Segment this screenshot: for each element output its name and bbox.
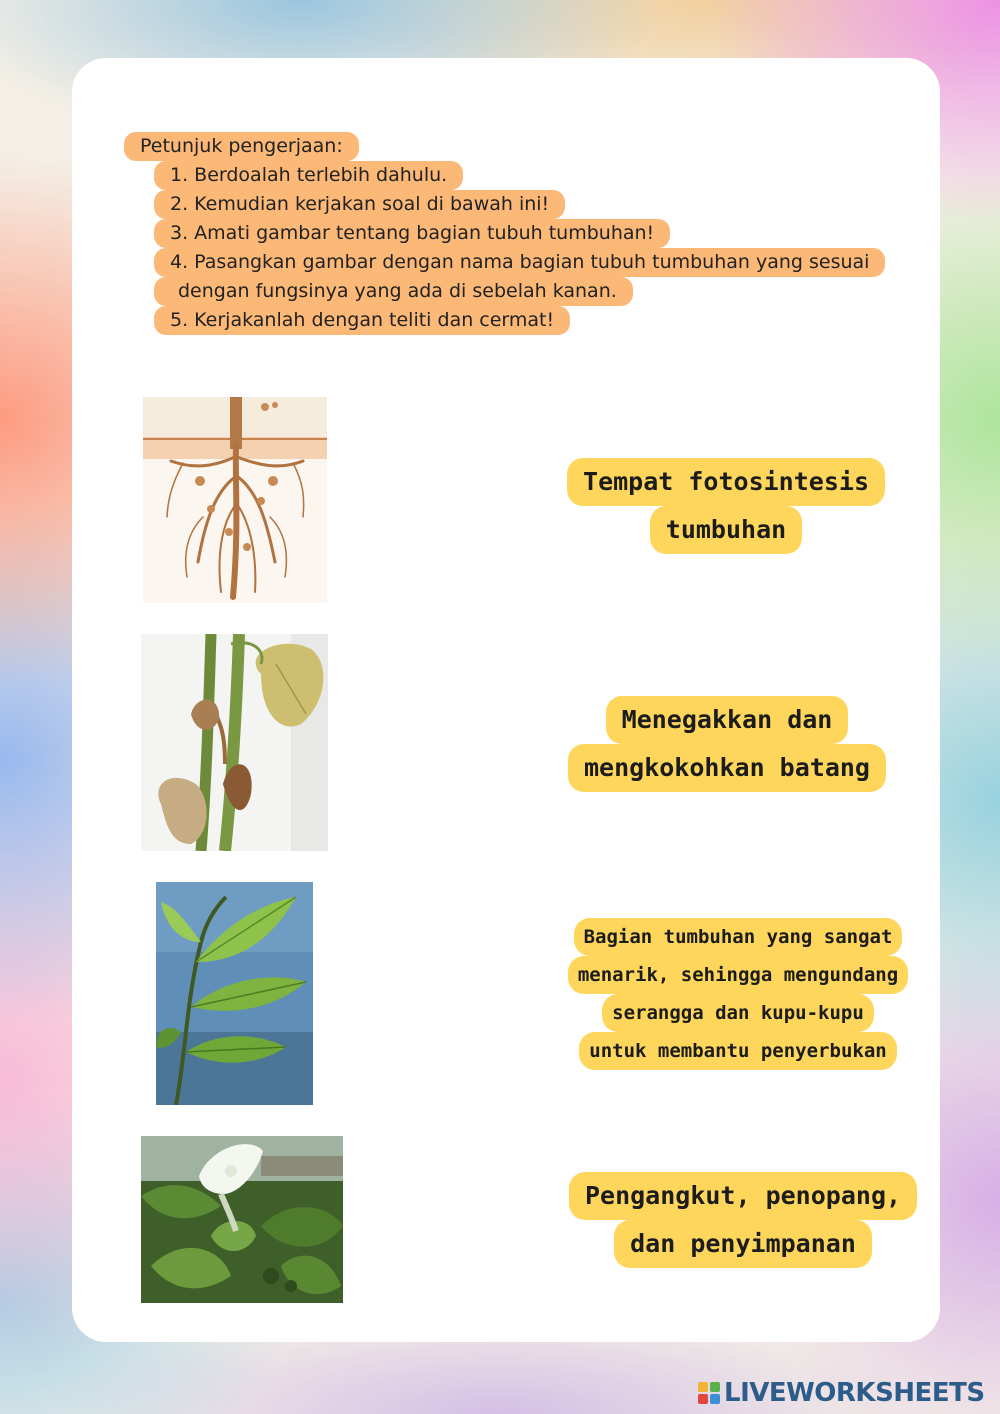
label-line: Menegakkan dan xyxy=(606,696,849,744)
stem-illustration xyxy=(141,634,328,851)
instruction-item: 2. Kemudian kerjakan soal di bawah ini! xyxy=(154,190,565,219)
picture-stem[interactable] xyxy=(141,634,328,851)
function-label-3[interactable] xyxy=(560,918,916,1070)
instruction-item: 1. Berdoalah terlebih dahulu. xyxy=(154,161,463,190)
label-line: mengkokohkan batang xyxy=(568,744,886,792)
brand-logo xyxy=(698,1378,985,1408)
brand-mark-icon xyxy=(698,1382,720,1404)
picture-flower[interactable] xyxy=(141,1136,343,1303)
instruction-item: dengan fungsinya yang ada di sebelah kanan. xyxy=(154,277,633,306)
picture-leaves[interactable] xyxy=(156,882,313,1105)
flower-illustration xyxy=(141,1136,343,1303)
instruction-item: 3. Amati gambar tentang bagian tubuh tumbuhan! xyxy=(154,219,670,248)
label-line: Pengangkut, penopang, xyxy=(569,1172,917,1220)
function-label-4[interactable] xyxy=(572,1172,914,1268)
label-line: serangga dan kupu-kupu xyxy=(602,994,874,1032)
label-line: dan penyimpanan xyxy=(614,1220,872,1268)
label-line: Bagian tumbuhan yang sangat xyxy=(574,918,903,956)
picture-roots[interactable] xyxy=(143,397,327,603)
leaves-illustration xyxy=(156,882,313,1105)
roots-illustration xyxy=(143,397,327,603)
function-label-1[interactable] xyxy=(572,458,880,554)
brand-name: LIVEWORKSHEETS xyxy=(724,1378,985,1408)
label-line: untuk membantu penyerbukan xyxy=(579,1032,896,1070)
function-label-2[interactable] xyxy=(562,696,892,792)
instructions xyxy=(124,132,886,335)
instructions-title: Petunjuk pengerjaan: xyxy=(124,132,359,161)
label-line: menarik, sehingga mengundang xyxy=(568,956,908,994)
instruction-item: 5. Kerjakanlah dengan teliti dan cermat! xyxy=(154,306,570,335)
label-line: Tempat fotosintesis xyxy=(567,458,885,506)
label-line: tumbuhan xyxy=(650,506,802,554)
instruction-item: 4. Pasangkan gambar dengan nama bagian tubuh tumbuhan yang sesuai xyxy=(154,248,885,277)
